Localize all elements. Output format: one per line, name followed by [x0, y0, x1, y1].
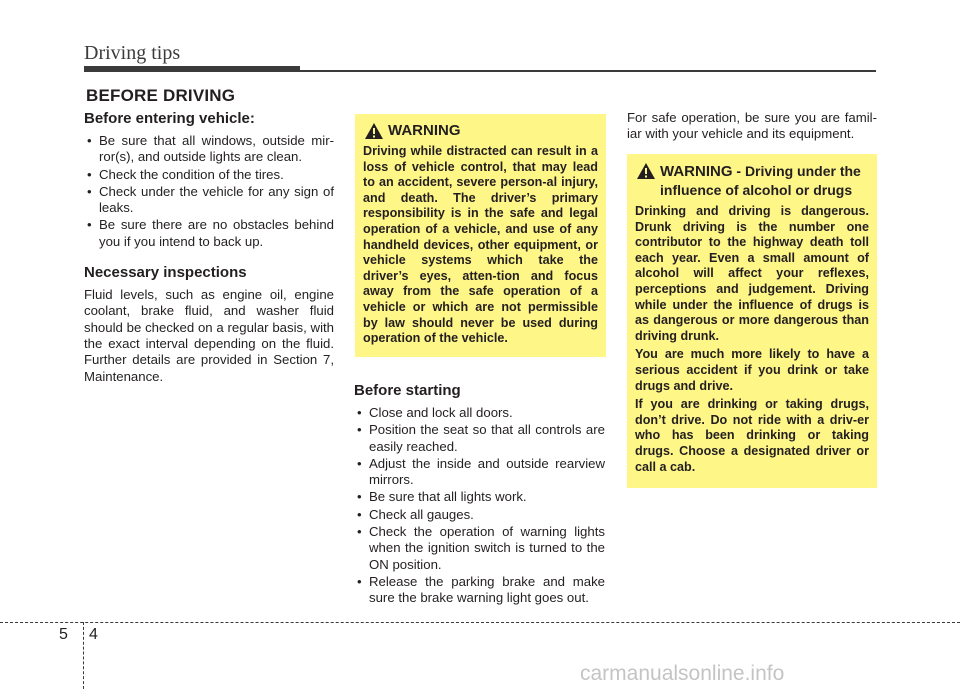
- column-middle: [354, 382, 605, 608]
- list-item: • Check all gauges.: [354, 507, 605, 523]
- warning-header: [635, 162, 869, 200]
- warning-title: WARNING: [660, 163, 733, 180]
- column-right: [627, 110, 877, 143]
- list-item: • Be sure there are no obstacles behind you if you intend to back up.: [84, 217, 334, 250]
- footer-divider: [83, 622, 84, 689]
- list-item: • Release the parking brake and make sure the brake warning light goes out.: [354, 574, 605, 607]
- list-item: • Check the condition of the tires.: [84, 167, 334, 183]
- starting-list: [354, 405, 605, 607]
- starting-heading: Before starting: [354, 382, 461, 399]
- section-title: BEFORE DRIVING: [86, 86, 236, 105]
- intro-text: For safe operation, be sure you are famil-iar with your vehicle and its equipment.: [627, 110, 877, 142]
- warning-text: [635, 204, 869, 475]
- warning-paragraph: Drinking and driving is dangerous. Drunk driving is the number one contributor to the highway death toll each year. Even a small amount of alcohol will affect your reflexes, perceptions and judgement. Driving while under the influence of drugs is as dangerous or more dangerous than driving drunk.: [635, 204, 869, 343]
- watermark: carmanualsonline.info: [580, 662, 785, 685]
- chapter-number: 5: [59, 626, 68, 643]
- warning-paragraph: You are much more likely to have a serious accident if you drink or take drugs and drive.: [635, 347, 869, 393]
- footer-rule: [0, 622, 960, 623]
- entering-list: [84, 133, 334, 250]
- warning-text: Driving while distracted can result in a loss of vehicle control, that may lead to an accident, severe person-al injury, and death. The driver’s primary responsibility is in the safe and legal operation of a vehicle, and use of any handheld devices, other equipment, or vehicle systems which take the driver’s eyes, atten-tion and focus away from the safe operation of a vehicle or which are not permissible by law should never be used during operation of the vehicle.: [363, 144, 598, 346]
- entering-heading: Before entering vehicle:: [84, 110, 255, 127]
- page-number: 4: [89, 626, 98, 643]
- header-rule-thin: [300, 70, 876, 72]
- warning-title-block: [660, 162, 869, 200]
- column-left: [84, 110, 334, 385]
- list-item: • Check under the vehicle for any sign of leaks.: [84, 184, 334, 217]
- list-item: • Be sure that all windows, outside mir-ror(s), and outside lights are clean.: [84, 133, 334, 166]
- list-item: • Position the seat so that all controls are easily reached.: [354, 422, 605, 455]
- header-rule-thick: [84, 66, 300, 72]
- list-item: • Be sure that all lights work.: [354, 489, 605, 505]
- warning-title: WARNING: [388, 122, 461, 139]
- warning-header: [363, 122, 598, 140]
- list-item: • Close and lock all doors.: [354, 405, 605, 421]
- warning-box-distracted: [355, 114, 606, 357]
- running-header-title: Driving tips: [84, 42, 181, 64]
- inspections-heading: Necessary inspections: [84, 264, 247, 282]
- list-item: • Adjust the inside and outside rearview mirrors.: [354, 456, 605, 489]
- warning-paragraph: If you are drinking or taking drugs, don’t drive. Do not ride with a driv-er who has been drinking or taking drugs. Choose a designated driver or call a cab.: [635, 397, 869, 474]
- inspections-text: Fluid levels, such as engine oil, engine coolant, brake fluid, and washer fluid should be checked on a regular basis, with the exact interval depending on the fluid. Further details are provided in Section 7, Maintenance.: [84, 287, 334, 384]
- warning-triangle-icon: [364, 122, 384, 140]
- warning-box-alcohol: [627, 154, 877, 488]
- list-item: • Check the operation of warning lights when the ignition switch is turned to the ON position.: [354, 524, 605, 573]
- warning-subtitle: - Driving under the influence of alcohol or drugs: [660, 163, 861, 198]
- warning-triangle-icon: [636, 162, 656, 180]
